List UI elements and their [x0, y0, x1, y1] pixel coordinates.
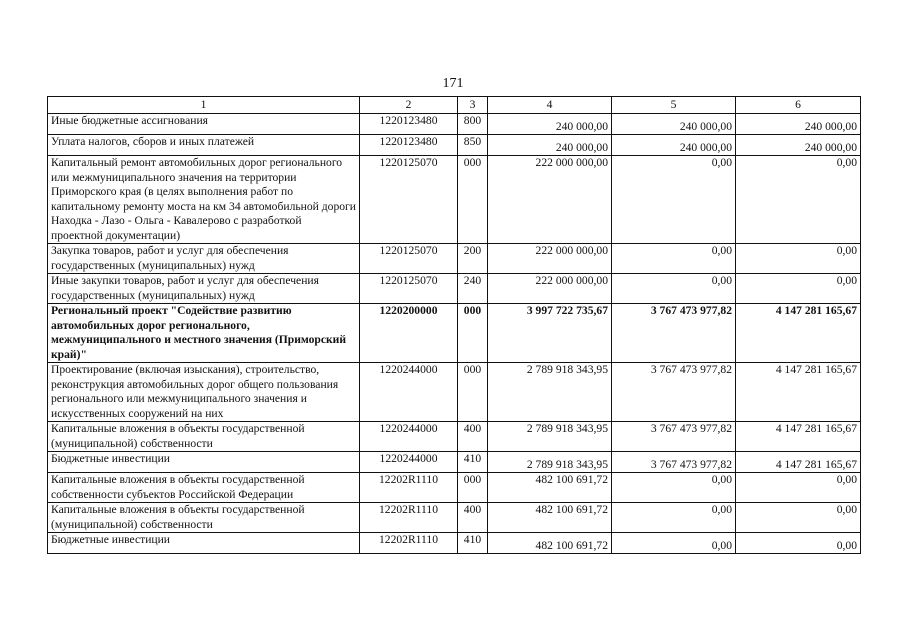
row-name: Капитальные вложения в объекты государственной собственности субъектов Российской Федерации [48, 473, 360, 503]
row-value-5: 3 767 473 977,82 [612, 304, 736, 363]
row-type: 000 [458, 156, 488, 244]
row-value-6: 0,00 [736, 503, 861, 533]
row-value-5: 0,00 [612, 274, 736, 304]
row-type: 000 [458, 473, 488, 503]
row-code: 1220244000 [360, 452, 458, 473]
row-type: 410 [458, 533, 488, 554]
row-code: 12202R1110 [360, 533, 458, 554]
row-value-6: 4 147 281 165,67 [736, 304, 861, 363]
row-code: 12202R1110 [360, 503, 458, 533]
header-col-5: 5 [612, 97, 736, 114]
header-col-4: 4 [488, 97, 612, 114]
row-name: Бюджетные инвестиции [48, 533, 360, 554]
row-value-6: 0,00 [736, 274, 861, 304]
row-name: Региональный проект "Содействие развитию автомобильных дорог регионального, межмуниципального и местного значения (Приморский край)" [48, 304, 360, 363]
row-value-6: 0,00 [736, 244, 861, 274]
row-name: Проектирование (включая изыскания), строительство, реконструкция автомобильных дорог общего пользования регионального или межмуниципального значения и искусственных сооружений на них [48, 363, 360, 422]
row-code: 1220125070 [360, 244, 458, 274]
row-code: 1220244000 [360, 422, 458, 452]
row-value-4: 3 997 722 735,67 [488, 304, 612, 363]
table-row [48, 274, 861, 304]
row-value-5: 0,00 [612, 533, 736, 554]
row-name: Уплата налогов, сборов и иных платежей [48, 135, 360, 156]
row-value-5: 0,00 [612, 473, 736, 503]
row-type: 200 [458, 244, 488, 274]
row-code: 1220125070 [360, 156, 458, 244]
table-row [48, 503, 861, 533]
row-type: 800 [458, 114, 488, 135]
row-value-4: 2 789 918 343,95 [488, 452, 612, 473]
row-value-6: 0,00 [736, 533, 861, 554]
row-value-4: 2 789 918 343,95 [488, 363, 612, 422]
page-number: 171 [442, 76, 464, 91]
row-value-6: 240 000,00 [736, 135, 861, 156]
table-header-row [48, 97, 861, 114]
row-name: Иные бюджетные ассигнования [48, 114, 360, 135]
row-code: 1220123480 [360, 135, 458, 156]
row-type: 000 [458, 363, 488, 422]
row-value-5: 240 000,00 [612, 114, 736, 135]
row-name: Закупка товаров, работ и услуг для обеспечения государственных (муниципальных) нужд [48, 244, 360, 274]
row-value-4: 482 100 691,72 [488, 503, 612, 533]
row-code: 1220123480 [360, 114, 458, 135]
table-row [48, 156, 861, 244]
table-row [48, 422, 861, 452]
row-code: 1220125070 [360, 274, 458, 304]
row-value-4: 222 000 000,00 [488, 244, 612, 274]
header-col-6: 6 [736, 97, 861, 114]
header-col-1: 1 [48, 97, 360, 114]
row-value-4: 240 000,00 [488, 114, 612, 135]
table-row [48, 114, 861, 135]
row-name: Капитальные вложения в объекты государственной (муниципальной) собственности [48, 422, 360, 452]
row-value-5: 3 767 473 977,82 [612, 422, 736, 452]
row-type: 240 [458, 274, 488, 304]
row-code: 1220200000 [360, 304, 458, 363]
row-name: Капитальный ремонт автомобильных дорог регионального или межмуниципального значения на территории Приморского края (в целях выполнения работ по капитальному ремонту моста на км 34 автомобильной дороги Находка - Лазо - Ольга - Кавалерово с разработкой проектной документации) [48, 156, 360, 244]
row-value-4: 482 100 691,72 [488, 533, 612, 554]
row-value-5: 3 767 473 977,82 [612, 363, 736, 422]
table-row [48, 533, 861, 554]
row-type: 400 [458, 503, 488, 533]
row-value-5: 0,00 [612, 244, 736, 274]
row-value-5: 0,00 [612, 503, 736, 533]
row-value-6: 4 147 281 165,67 [736, 422, 861, 452]
row-value-4: 222 000 000,00 [488, 156, 612, 244]
budget-table [47, 96, 861, 554]
row-code: 1220244000 [360, 363, 458, 422]
row-value-6: 0,00 [736, 473, 861, 503]
table-row [48, 473, 861, 503]
table-row [48, 304, 861, 363]
row-type: 850 [458, 135, 488, 156]
row-value-6: 4 147 281 165,67 [736, 363, 861, 422]
row-type: 410 [458, 452, 488, 473]
row-value-6: 4 147 281 165,67 [736, 452, 861, 473]
header-col-3: 3 [458, 97, 488, 114]
row-type: 400 [458, 422, 488, 452]
row-name: Иные закупки товаров, работ и услуг для обеспечения государственных (муниципальных) нужд [48, 274, 360, 304]
row-value-6: 0,00 [736, 156, 861, 244]
row-value-4: 240 000,00 [488, 135, 612, 156]
row-value-5: 0,00 [612, 156, 736, 244]
header-col-2: 2 [360, 97, 458, 114]
row-value-5: 240 000,00 [612, 135, 736, 156]
table-row [48, 244, 861, 274]
row-value-5: 3 767 473 977,82 [612, 452, 736, 473]
row-value-6: 240 000,00 [736, 114, 861, 135]
row-name: Капитальные вложения в объекты государственной (муниципальной) собственности [48, 503, 360, 533]
row-name: Бюджетные инвестиции [48, 452, 360, 473]
table-row [48, 452, 861, 473]
row-value-4: 2 789 918 343,95 [488, 422, 612, 452]
row-value-4: 482 100 691,72 [488, 473, 612, 503]
table-row [48, 135, 861, 156]
row-value-4: 222 000 000,00 [488, 274, 612, 304]
row-code: 12202R1110 [360, 473, 458, 503]
row-type: 000 [458, 304, 488, 363]
table-row [48, 363, 861, 422]
